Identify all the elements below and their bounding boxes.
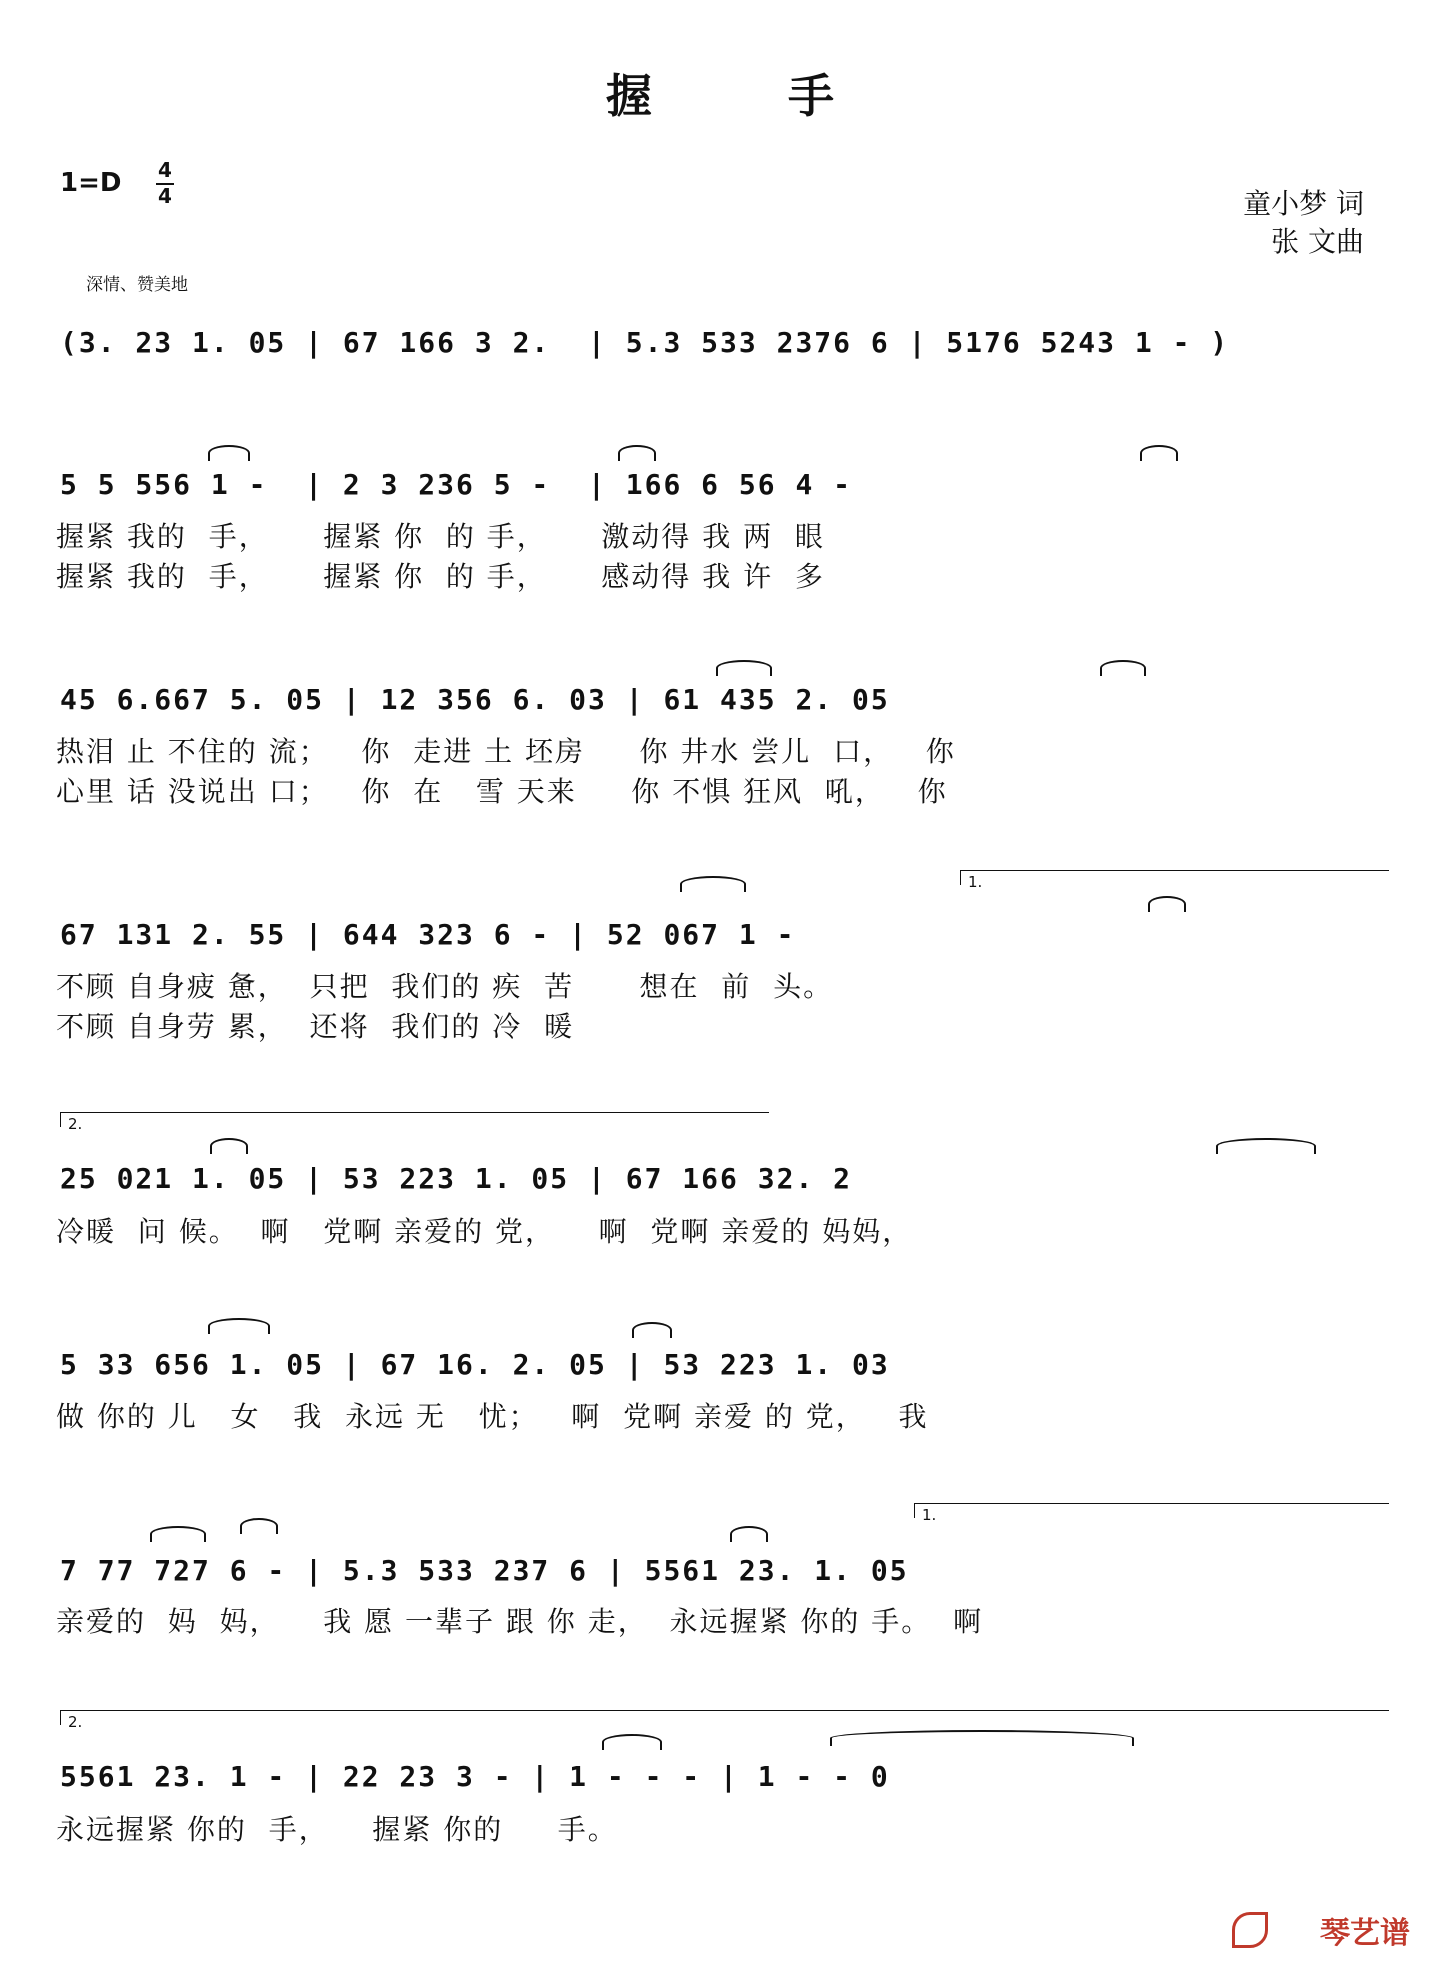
lyric-line-1: 热泪 止 不住的 流； 你 走进 土 坯房 你 井水 尝儿 口， 你 bbox=[56, 735, 956, 768]
slur bbox=[602, 1734, 662, 1750]
slur bbox=[680, 876, 746, 892]
slur bbox=[210, 1138, 248, 1154]
volta-bracket bbox=[60, 1112, 769, 1127]
time-signature-denominator: 4 bbox=[158, 184, 172, 208]
slur bbox=[730, 1526, 768, 1542]
lyric-line-2: 握紧 我的 手， 握紧 你 的 手， 感动得 我 许 多 bbox=[56, 560, 825, 593]
notation-line: 7 77 727 6 - | 5.3 533 237 6 | 5561 23. 1. 05 bbox=[60, 1554, 909, 1587]
key-signature: 1=D bbox=[60, 168, 122, 198]
page-title: 握 手 bbox=[605, 69, 894, 123]
slur bbox=[150, 1526, 206, 1542]
volta-bracket bbox=[60, 1710, 1389, 1725]
notation-line: 5 5 556 1 - | 2 3 236 5 - | 166 6 56 4 - bbox=[60, 468, 853, 501]
slur bbox=[618, 445, 656, 461]
notation-line: 67 131 2. 55 | 644 323 6 - | 52 067 1 - bbox=[60, 918, 796, 951]
tie bbox=[830, 1730, 1134, 1746]
watermark-logo: 琴艺谱 bbox=[1320, 1916, 1410, 1951]
composer-credit: 张 文曲 bbox=[1271, 225, 1364, 258]
notation-line: 5 33 656 1. 05 | 67 16. 2. 05 | 53 223 1. 03 bbox=[60, 1348, 890, 1381]
volta-label: 1. bbox=[922, 1506, 937, 1524]
lyric-line-1: 冷暖 问 候。 啊 党啊 亲爱的 党， 啊 党啊 亲爱的 妈妈， bbox=[56, 1215, 913, 1248]
lyric-line-1: 亲爱的 妈 妈， 我 愿 一辈子 跟 你 走， 永远握紧 你的 手。 啊 bbox=[56, 1605, 984, 1638]
slur bbox=[1148, 896, 1186, 912]
notation-line: 25 021 1. 05 | 53 223 1. 05 | 67 166 32. 2 bbox=[60, 1162, 853, 1195]
lyric-line-2: 心里 话 没说出 口； 你 在 雪 天来 你 不惧 狂风 吼， 你 bbox=[56, 775, 948, 808]
lyric-line-1: 永远握紧 你的 手， 握紧 你的 手。 bbox=[56, 1813, 618, 1846]
notation-line: (3. 23 1. 05 | 67 166 3 2. | 5.3 533 2376 6 | 5176 5243 1 - ) bbox=[60, 326, 1230, 359]
slur bbox=[240, 1518, 278, 1534]
lyric-line-1: 做 你的 儿 女 我 永远 无 忧； 啊 党啊 亲爱 的 党， 我 bbox=[56, 1400, 929, 1433]
slur bbox=[716, 660, 772, 676]
slur bbox=[1100, 660, 1146, 676]
logo-icon bbox=[1232, 1912, 1268, 1948]
volta-label: 2. bbox=[68, 1713, 83, 1731]
volta-label: 2. bbox=[68, 1115, 83, 1133]
slur bbox=[208, 445, 250, 461]
lyric-line-1: 不顾 自身疲 惫， 只把 我们的 疾 苦 想在 前 头。 bbox=[56, 970, 834, 1003]
volta-bracket bbox=[960, 870, 1389, 885]
lyricist-credit: 童小梦 词 bbox=[1243, 187, 1364, 220]
slur bbox=[208, 1318, 270, 1334]
volta-bracket bbox=[914, 1503, 1389, 1518]
slur bbox=[1140, 445, 1178, 461]
slur bbox=[1216, 1138, 1316, 1154]
slur bbox=[632, 1322, 672, 1338]
tempo-marking: 深情、赞美地 bbox=[86, 275, 188, 295]
notation-line: 5561 23. 1 - | 22 23 3 - | 1 - - - | 1 - - 0 bbox=[60, 1760, 890, 1793]
volta-label: 1. bbox=[968, 873, 983, 891]
lyric-line-2: 不顾 自身劳 累， 还将 我们的 冷 暖 bbox=[56, 1010, 575, 1043]
notation-line: 45 6.667 5. 05 | 12 356 6. 03 | 61 435 2. 05 bbox=[60, 683, 890, 716]
time-signature-numerator: 4 bbox=[158, 158, 172, 182]
lyric-line-1: 握紧 我的 手， 握紧 你 的 手， 激动得 我 两 眼 bbox=[56, 520, 825, 553]
